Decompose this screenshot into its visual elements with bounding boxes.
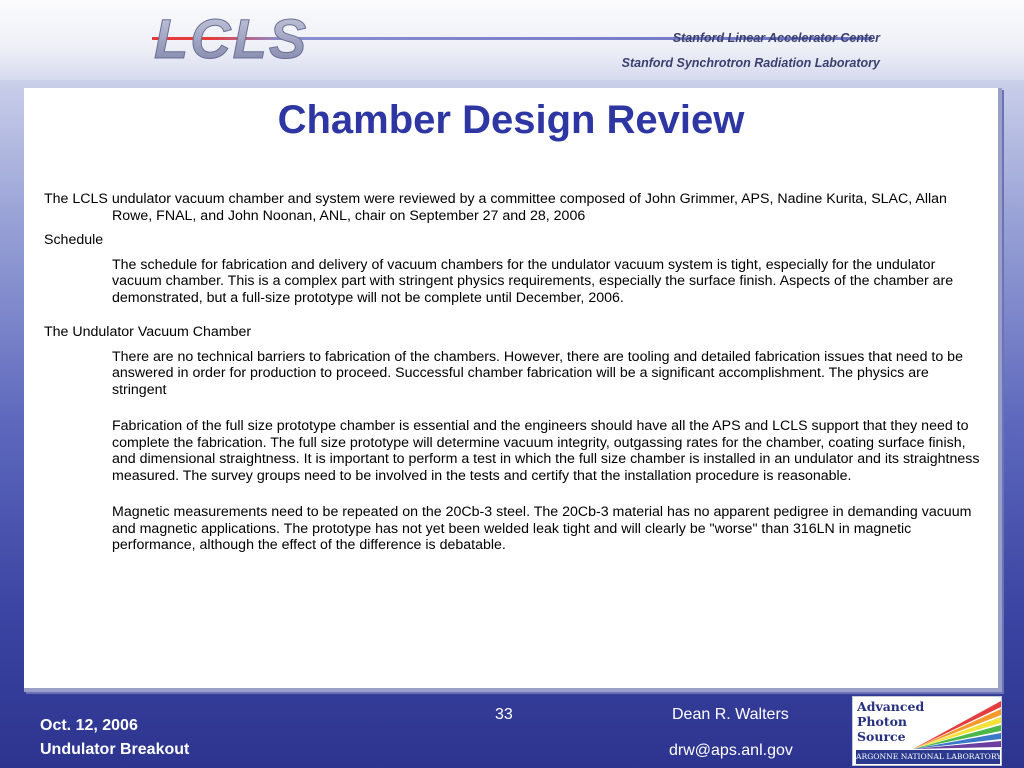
- aps-logo-text: [857, 699, 937, 744]
- lcls-logo: [150, 6, 309, 70]
- aps-logo: [852, 696, 1002, 766]
- footer-date: Oct. 12, 2006: [40, 717, 138, 734]
- slide-header: [0, 0, 1024, 80]
- aps-logo-line-photon: Photon: [857, 714, 908, 729]
- chamber-heading: The Undulator Vacuum Chamber: [44, 324, 252, 340]
- org-name-ssrl: Stanford Synchrotron Radiation Laboratory: [621, 56, 880, 70]
- page-number: 33: [495, 706, 513, 723]
- aps-logo-subtitle: ARGONNE NATIONAL LABORATORY: [856, 750, 1000, 764]
- chamber-paragraph-3: Magnetic measurements need to be repeated on the 20Cb-3 steel. The 20Cb-3 material has no apparent pedigree in demanding vacuum and magnetic applications. The prototype has not yet been welded leak tight and will clearly be "worse" than 316LN in magnetic performance, although the effect of the difference is debatable.: [112, 504, 972, 553]
- intro-paragraph: The LCLS undulator vacuum chamber and system were reviewed by a committee composed of John Grimmer, APS, Nadine Kurita, SLAC, Allan Rowe, FNAL, and John Noonan, ANL, chair on September 27 and 28, 2006: [44, 191, 947, 224]
- footer-event-info: [40, 714, 189, 762]
- footer-event: Undulator Breakout: [40, 741, 190, 758]
- org-name-slac: Stanford Linear Accelerator Center: [672, 31, 880, 45]
- aps-logo-line-advanced: Advanced: [857, 699, 925, 714]
- schedule-heading: Schedule: [44, 232, 104, 248]
- aps-logo-line-source: Source: [857, 729, 906, 744]
- slide-title: Chamber Design Review: [277, 98, 745, 142]
- slide-body: [44, 191, 984, 554]
- schedule-paragraph: The schedule for fabrication and delivery of vacuum chambers for the undulator vacuum system is tight, especially for the undulator vacuum chamber. This is a complex part with stringent physics requirements, especially the surface finish. Aspects of the chamber are demonstrated, but a full-size prototype will not be complete until December, 2006.: [112, 256, 954, 306]
- chamber-paragraph-1: There are no technical barriers to fabrication of the chambers. However, there are tooling and detailed fabrication issues that need to be answered in order for production to proceed. Successful chamber fabrication will be a significant accomplishment. The physics are stringent: [112, 348, 963, 398]
- logo-wordmark: LCLS: [154, 7, 309, 70]
- author-email: drw@aps.anl.gov: [669, 742, 793, 759]
- slide-content-panel: [24, 88, 1002, 692]
- chamber-paragraph-2: Fabrication of the full size prototype chamber is essential and the engineers should have all the APS and LCLS support that they need to complete the fabrication. The full size prototype will determine vacuum integrity, outgassing rates for the chamber, coating surface finish, and dimensional straightness. It is important to perform a test in which the full size chamber is installed in an undulator and its straightness measured. The survey groups need to be involved in the tests and certify that the installation procedure is reasonable.: [112, 418, 980, 484]
- author-name: Dean R. Walters: [672, 706, 789, 723]
